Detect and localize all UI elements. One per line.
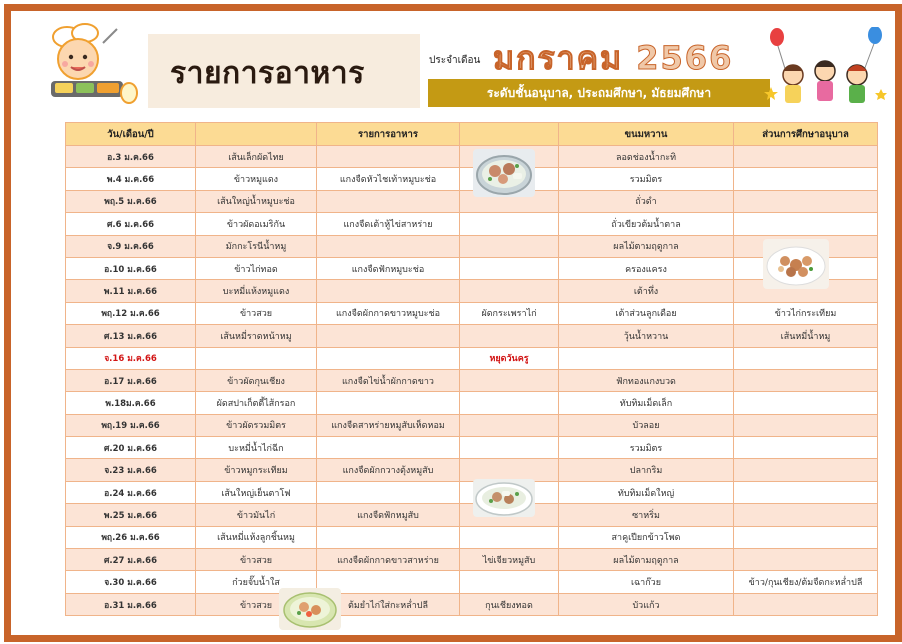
row-kindergarten-dish: [734, 481, 878, 503]
row-main-dish: เส้นใหญ่น้ำหมูบะช่อ: [196, 190, 317, 212]
row-date: จ.9 ม.ค.66: [66, 235, 196, 257]
education-levels-bar: ระดับชั้นอนุบาล, ประถมศึกษา, มัธยมศึกษา: [428, 79, 770, 107]
row-date: พฤ.26 ม.ค.66: [66, 526, 196, 548]
chef-kid-illustration: [45, 23, 139, 111]
table-row: [66, 392, 878, 414]
row-date: พฤ.19 ม.ค.66: [66, 414, 196, 436]
row-main-dish: เส้นใหญ่เย็นตาโฟ: [196, 481, 317, 503]
row-date: ศ.27 ม.ค.66: [66, 549, 196, 571]
row-dessert: ทับทิมเม็ดเล็ก: [559, 392, 734, 414]
row-extra-dish: ผัดกระเพราไก่: [460, 302, 559, 324]
row-dessert: ผลไม้ตามฤดูกาล: [559, 235, 734, 257]
row-date: พฤ.5 ม.ค.66: [66, 190, 196, 212]
row-kindergarten-dish: [734, 190, 878, 212]
row-kindergarten-dish: เส้นหมี่น้ำหมู: [734, 325, 878, 347]
col-date: วัน/เดือน/ปี: [66, 123, 196, 146]
table-row: [66, 504, 878, 526]
table-row: [66, 481, 878, 503]
row-main-dish: ผัดสปาเก็ตตี้ไส้กรอก: [196, 392, 317, 414]
row-dessert: บัวแก้ว: [559, 593, 734, 615]
row-dessert: รวมมิตร: [559, 437, 734, 459]
table-row: [66, 302, 878, 324]
row-kindergarten-dish: [734, 437, 878, 459]
row-soup: [317, 526, 460, 548]
row-kindergarten-dish: [734, 168, 878, 190]
row-main-dish: บะหมี่น้ำไก่ฉีก: [196, 437, 317, 459]
row-main-dish: เส้นหมี่แห้งลูกชิ้นหมู: [196, 526, 317, 548]
stir-fry-photo: [763, 239, 829, 289]
row-extra-dish: กุนเชียงทอด: [460, 593, 559, 615]
table-row: [66, 414, 878, 436]
table-row: [66, 526, 878, 548]
row-dessert: สาคูเปียกข้าวโพด: [559, 526, 734, 548]
row-main-dish: ข้าวหมูกระเทียม: [196, 459, 317, 481]
row-kindergarten-dish: ข้าวไก่กระเทียม: [734, 302, 878, 324]
row-extra-dish: [460, 392, 559, 414]
row-soup: แกงจืดผักกาดขาวสาหร่าย: [317, 549, 460, 571]
row-date: จ.23 ม.ค.66: [66, 459, 196, 481]
row-kindergarten-dish: [734, 213, 878, 235]
row-date: อ.17 ม.ค.66: [66, 369, 196, 391]
row-date: ศ.6 ม.ค.66: [66, 213, 196, 235]
row-date: จ.30 ม.ค.66: [66, 571, 196, 593]
row-extra-dish: [460, 571, 559, 593]
row-main-dish: ก๋วยจั๊บน้ำใส: [196, 571, 317, 593]
row-soup: แกงจืดไข่น้ำผักกาดขาว: [317, 369, 460, 391]
table-row: [66, 571, 878, 593]
row-dessert: ฟักทองแกงบวด: [559, 369, 734, 391]
row-kindergarten-dish: [734, 459, 878, 481]
col-food: รายการอาหาร: [317, 123, 460, 146]
row-kindergarten-dish: [734, 414, 878, 436]
row-soup: แกงจืดสาหร่ายหมูสับเห็ดหอม: [317, 414, 460, 436]
row-main-dish: ข้าวผัดกุนเชียง: [196, 369, 317, 391]
table-row: [66, 369, 878, 391]
row-extra-dish: [460, 325, 559, 347]
row-soup: [317, 481, 460, 503]
row-dessert: ทับทิมเม็ดใหญ่: [559, 481, 734, 503]
row-extra-dish: หยุดวันครู: [460, 347, 559, 369]
row-extra-dish: [460, 369, 559, 391]
row-soup: แกงจืดฟักหมูบะช่อ: [317, 257, 460, 279]
row-soup: [317, 392, 460, 414]
row-kindergarten-dish: [734, 593, 878, 615]
row-dessert: วุ้นน้ำหวาน: [559, 325, 734, 347]
row-kindergarten-dish: [734, 504, 878, 526]
row-dessert: ปลากริม: [559, 459, 734, 481]
row-soup: แกงจืดหัวไชเท้าหมูบะช่อ: [317, 168, 460, 190]
row-main-dish: ข้าวมันไก่: [196, 504, 317, 526]
table-row: [66, 325, 878, 347]
row-soup: แกงจืดผักกาดขาวหมูบะช่อ: [317, 302, 460, 324]
row-main-dish: เส้นเล็กผัดไทย: [196, 146, 317, 168]
row-extra-dish: [460, 280, 559, 302]
row-soup: [317, 146, 460, 168]
row-date: ศ.13 ม.ค.66: [66, 325, 196, 347]
row-date: จ.16 ม.ค.66: [66, 347, 196, 369]
cabbage-soup-photo: [279, 588, 341, 630]
menu-table: [65, 122, 878, 616]
col-extra: [460, 123, 559, 146]
row-soup: [317, 347, 460, 369]
row-main-dish: ข้าวผัดรวมมิตร: [196, 414, 317, 436]
month-label: ประจำเดือน: [429, 55, 481, 66]
row-soup: [317, 437, 460, 459]
row-dessert: เต้าทึ่ง: [559, 280, 734, 302]
page-title: รายการอาหาร: [170, 56, 365, 91]
row-date: อ.10 ม.ค.66: [66, 257, 196, 279]
table-row: [66, 593, 878, 615]
row-extra-dish: [460, 257, 559, 279]
table-row: [66, 257, 878, 279]
table-row: [66, 280, 878, 302]
col-kindergarten: ส่วนการศึกษาอนุบาล: [734, 123, 878, 146]
row-date: พ.11 ม.ค.66: [66, 280, 196, 302]
row-extra-dish: [460, 213, 559, 235]
row-date: พ.25 ม.ค.66: [66, 504, 196, 526]
row-main-dish: ข้าวผัดอเมริกัน: [196, 213, 317, 235]
row-soup: แกงจืดผักกวางตุ้งหมูสับ: [317, 459, 460, 481]
row-dessert: บัวลอย: [559, 414, 734, 436]
row-kindergarten-dish: [734, 526, 878, 548]
row-kindergarten-dish: [734, 549, 878, 571]
row-soup: ต้มยำไก่ใส่กะหล่ำปลี: [317, 593, 460, 615]
page-frame: [4, 4, 902, 642]
table-row: [66, 459, 878, 481]
row-main-dish: มักกะโรนีน้ำหมู: [196, 235, 317, 257]
row-kindergarten-dish: [734, 347, 878, 369]
kids-balloons-illustration: [763, 27, 889, 111]
row-main-dish: เส้นหมี่ราดหน้าหมู: [196, 325, 317, 347]
row-soup: แกงจืดฟักหมูสับ: [317, 504, 460, 526]
row-dessert: ผลไม้ตามฤดูกาล: [559, 549, 734, 571]
table-row: [66, 190, 878, 212]
row-soup: [317, 280, 460, 302]
row-date: อ.31 ม.ค.66: [66, 593, 196, 615]
table-row: [66, 146, 878, 168]
table-row: [66, 549, 878, 571]
row-soup: [317, 190, 460, 212]
row-main-dish: บะหมี่แห้งหมูแดง: [196, 280, 317, 302]
row-dessert: [559, 347, 734, 369]
row-date: อ.3 ม.ค.66: [66, 146, 196, 168]
row-dessert: ซาหริ่ม: [559, 504, 734, 526]
col-main: [196, 123, 317, 146]
row-extra-dish: [460, 437, 559, 459]
row-dessert: ครองแครง: [559, 257, 734, 279]
menu-header-row: [66, 123, 878, 146]
row-soup: [317, 235, 460, 257]
row-main-dish: ข้าวไก่ทอด: [196, 257, 317, 279]
soup-photo: [473, 149, 535, 197]
row-extra-dish: [460, 459, 559, 481]
row-dessert: เต้าส่วนลูกเดือย: [559, 302, 734, 324]
row-extra-dish: ไข่เจียวหมูสับ: [460, 549, 559, 571]
table-row: [66, 213, 878, 235]
table-row: [66, 437, 878, 459]
row-main-dish: ข้าวหมูแดง: [196, 168, 317, 190]
row-date: พ.4 ม.ค.66: [66, 168, 196, 190]
row-date: พฤ.12 ม.ค.66: [66, 302, 196, 324]
row-dessert: เฉาก๊วย: [559, 571, 734, 593]
table-row: [66, 168, 878, 190]
row-kindergarten-dish: [734, 146, 878, 168]
row-soup: [317, 325, 460, 347]
row-extra-dish: [460, 235, 559, 257]
row-dessert: ลอดช่องน้ำกะทิ: [559, 146, 734, 168]
table-row: [66, 235, 878, 257]
row-kindergarten-dish: [734, 392, 878, 414]
row-date: ศ.20 ม.ค.66: [66, 437, 196, 459]
row-dessert: ถั่วเขียวต้มน้ำตาล: [559, 213, 734, 235]
row-main-dish: ข้าวสวย: [196, 593, 317, 615]
row-extra-dish: [460, 414, 559, 436]
row-main-dish: ข้าวสวย: [196, 549, 317, 571]
table-row: [66, 347, 878, 369]
row-main-dish: [196, 347, 317, 369]
row-kindergarten-dish: ข้าว/กุนเชียง/ต้มจืดกะหล่ำปลี: [734, 571, 878, 593]
row-date: พ.18ม.ค.66: [66, 392, 196, 414]
row-soup: แกงจืดเต้าหู้ไข่สาหร่าย: [317, 213, 460, 235]
row-dessert: ถั่วดำ: [559, 190, 734, 212]
title-box: [148, 34, 420, 108]
row-extra-dish: [460, 526, 559, 548]
month-value: มกราคม 2566: [493, 39, 734, 77]
row-dessert: รวมมิตร: [559, 168, 734, 190]
row-kindergarten-dish: [734, 369, 878, 391]
col-dessert: ขนมหวาน: [559, 123, 734, 146]
clear-soup-photo: [473, 479, 535, 517]
row-date: อ.24 ม.ค.66: [66, 481, 196, 503]
row-main-dish: ข้าวสวย: [196, 302, 317, 324]
